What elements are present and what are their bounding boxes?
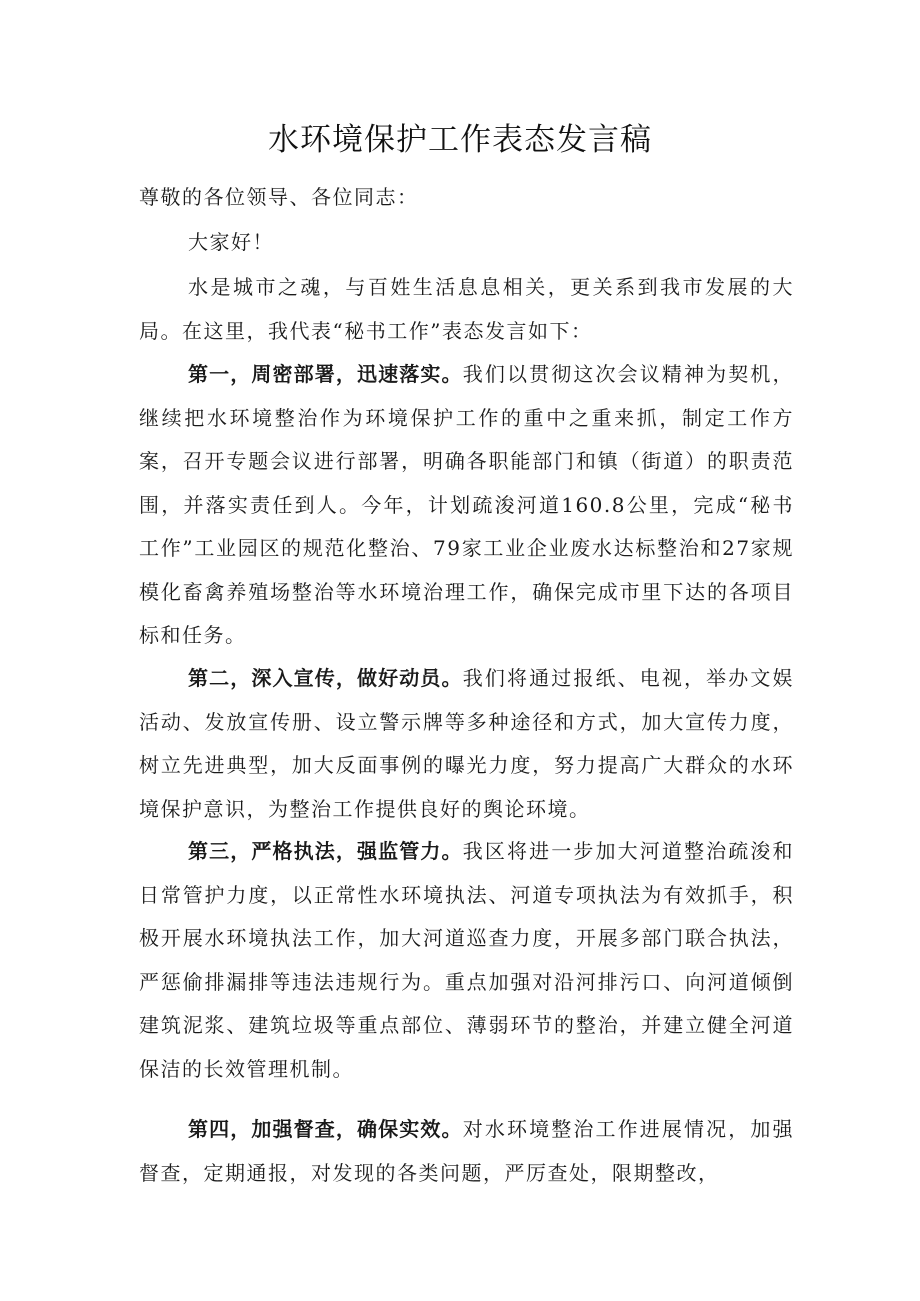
section-2-heading: 第二，深入宣传，做好动员。 bbox=[188, 666, 463, 690]
section-4-paragraph bbox=[139, 1108, 794, 1195]
section-3-body: 我区将进一步加大河道整治疏浚和日常管护力度，以正常性水环境执法、河道专项执法为有效抓手，积极开展水环境执法工作，加大河道巡查力度，开展多部门联合执法，严惩偷排漏排等违法违规行为。重点加强对沿河排污口、向河道倾倒建筑泥浆、建筑垃圾等重点部位、薄弱环节的整治，并建立健全河道保洁的长效管理机制。 bbox=[139, 839, 795, 1081]
section-1-paragraph bbox=[139, 353, 794, 658]
intro-paragraph: 水是城市之魂，与百姓生活息息相关，更关系到我市发展的大局。在这里，我代表“秘书工作”表态发言如下： bbox=[139, 275, 794, 343]
section-4-body: 对水环境整治工作进展情况，加强督查，定期通报，对发现的各类问题，严厉查处，限期整改， bbox=[139, 1117, 795, 1185]
section-2-paragraph bbox=[139, 657, 794, 831]
greeting: 大家好！ bbox=[188, 230, 274, 254]
section-3-paragraph bbox=[139, 830, 794, 1091]
section-3-heading: 第三，严格执法，强监管力。 bbox=[188, 839, 463, 863]
salutation: 尊敬的各位领导、各位同志： bbox=[139, 185, 419, 209]
document-title: 水环境保护工作表态发言稿 bbox=[268, 122, 652, 158]
section-2-body: 我们将通过报纸、电视，举办文娱活动、发放宣传册、设立警示牌等多种途径和方式，加大宣传力度，树立先进典型，加大反面事例的曝光力度，努力提高广大群众的水环境保护意识，为整治工作提供良好的舆论环境。 bbox=[139, 666, 795, 821]
section-1-heading: 第一，周密部署，迅速落实。 bbox=[188, 362, 463, 386]
section-4-heading: 第四，加强督查，确保实效。 bbox=[188, 1117, 463, 1141]
section-1-body: 我们以贯彻这次会议精神为契机，继续把水环境整治作为环境保护工作的重中之重来抓，制定工作方案，召开专题会议进行部署，明确各职能部门和镇（街道）的职责范围，并落实责任到人。今年，计划疏浚河道160.8公里，完成“秘书工作”工业园区的规范化整治、79家工业企业废水达标整治和27家规模化畜禽养殖场整治等水环境治理工作，确保完成市里下达的各项目标和任务。 bbox=[139, 362, 795, 647]
